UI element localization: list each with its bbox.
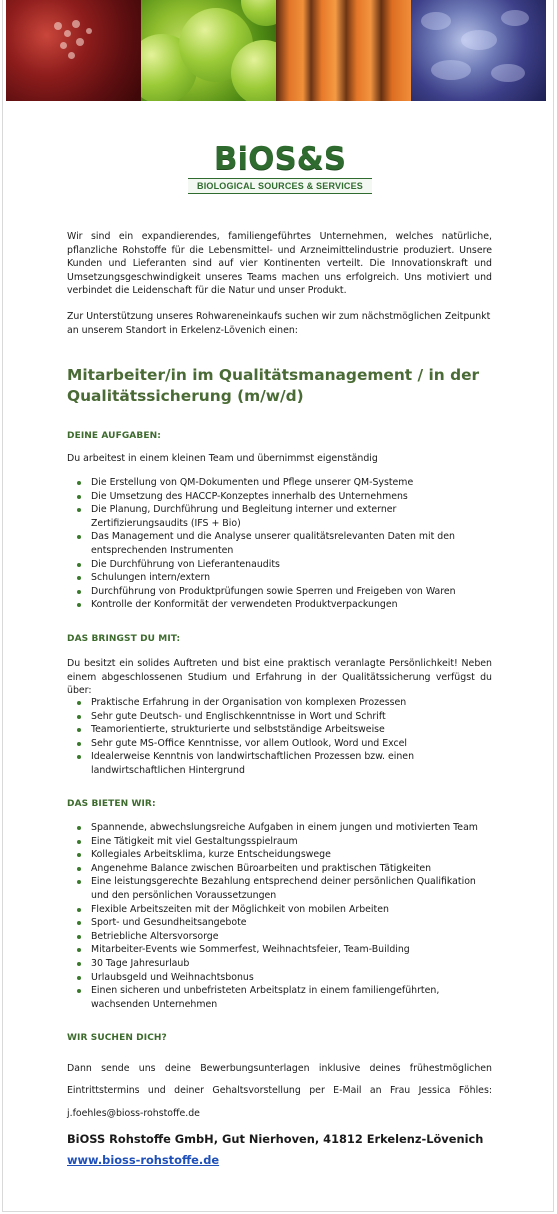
list-item: Idealerweise Kenntnis von landwirtschaftlichen Prozessen bzw. einen landwirtschaftlichen Hintergrund: [67, 750, 492, 777]
apply-paragraph: Dann sende uns deine Bewerbungsunterlagen inklusive deines frühestmöglichen Eintrittstermins und deiner Gehaltsvorstellung per E-Mail an Frau Jessica Föhles: j.foehles@bioss-rohstoffe.de: [67, 1063, 492, 1119]
list-item: Kollegiales Arbeitsklima, kurze Entscheidungswege: [67, 848, 492, 862]
list-item: Praktische Erfahrung in der Organisation von komplexen Prozessen: [67, 696, 492, 710]
list-item: Die Planung, Durchführung und Begleitung interner und externer Zertifizierungsaudits (IFS + Bio): [67, 503, 492, 530]
job-title: Mitarbeiter/in im Qualitätsmanagement / in der Qualitätssicherung (m/w/d): [67, 366, 480, 405]
intro-paragraph: Wir sind ein expandierendes, familiengeführtes Unternehmen, welches natürliche, pflanzliche Rohstoffe für die Lebensmittel- und Arzneimittelindustrie produziert. Unsere Kunden und Lieferanten sind auf vier Kontinenten verteilt. Die Innovationskraft und Umsetzungsgeschwindigkeit unseres Teams machen uns erfolgreich. Uns motiviert und verbindet die Leidenschaft für die Natur und unser Produkt.: [67, 231, 492, 297]
requirements-lead: Du besitzt ein solides Auftreten und bist eine praktisch veranlagte Persönlichkeit! Neben einem abgeschlossenen Studium und Erfahrung in der Qualitätssicherung verfügst du über:: [67, 658, 492, 697]
tasks-list: [67, 476, 492, 612]
header-banner: [6, 0, 546, 101]
list-item: Kontrolle der Konformität der verwendeten Produktverpackungen: [67, 598, 492, 612]
apply-text: [67, 1058, 492, 1125]
list-item: Eine Tätigkeit mit viel Gestaltungsspielraum: [67, 835, 492, 849]
list-item: Angenehme Balance zwischen Büroarbeiten und praktischen Tätigkeiten: [67, 862, 492, 876]
list-item: Betriebliche Altersvorsorge: [67, 930, 492, 944]
job-posting-page: [2, 0, 554, 1212]
list-item: Sehr gute MS-Office Kenntnisse, vor allem Outlook, Word und Excel: [67, 737, 492, 751]
logo-wordmark: BiOS&S: [213, 141, 347, 177]
green-apples-image: [141, 0, 276, 101]
list-item: Mitarbeiter-Events wie Sommerfest, Weihnachtsfeier, Team-Building: [67, 943, 492, 957]
list-item: Sehr gute Deutsch- und Englischkenntnisse in Wort und Schrift: [67, 710, 492, 724]
requirements-heading: DAS BRINGST DU MIT:: [67, 634, 181, 644]
intro-text-2: [67, 310, 492, 337]
list-item: Flexible Arbeitszeiten mit der Möglichkeit von mobilen Arbeiten: [67, 903, 492, 917]
list-item: Durchführung von Produktprüfungen sowie Sperren und Freigeben von Waren: [67, 585, 492, 599]
list-item: Einen sicheren und unbefristeten Arbeitsplatz in einem familiengeführten, wachsenden Unternehmen: [67, 984, 492, 1011]
list-item: Die Durchführung von Lieferantenaudits: [67, 558, 492, 572]
list-item: 30 Tage Jahresurlaub: [67, 957, 492, 971]
list-item: Urlaubsgeld und Weihnachtsbonus: [67, 971, 492, 985]
list-item: Schulungen intern/extern: [67, 571, 492, 585]
website-link[interactable]: www.bioss-rohstoffe.de: [67, 1153, 220, 1167]
offers-list: [67, 821, 492, 1011]
list-item: Sport- und Gesundheitsangebote: [67, 916, 492, 930]
intro-text: [67, 230, 492, 298]
tasks-lead: Du arbeitest in einem kleinen Team und übernimmst eigenständig: [67, 453, 378, 464]
pomegranate-image: [6, 0, 141, 101]
company-address: BiOSS Rohstoffe GmbH, Gut Nierhoven, 41812 Erkelenz-Lövenich: [67, 1132, 484, 1146]
offers-heading: DAS BIETEN WIR:: [67, 799, 156, 809]
list-item: Die Erstellung von QM-Dokumenten und Pflege unserer QM-Systeme: [67, 476, 492, 490]
red-cabbage-image: [411, 0, 546, 101]
company-logo: [185, 142, 375, 194]
tasks-heading: DEINE AUFGABEN:: [67, 431, 161, 441]
carrots-image: [276, 0, 411, 101]
list-item: Die Umsetzung des HACCP-Konzeptes innerhalb des Unternehmens: [67, 490, 492, 504]
list-item: Spannende, abwechslungsreiche Aufgaben in einem jungen und motivierten Team: [67, 821, 492, 835]
list-item: Teamorientierte, strukturierte und selbstständige Arbeitsweise: [67, 723, 492, 737]
logo-tagline: BIOLOGICAL SOURCES & SERVICES: [188, 178, 372, 194]
requirements-list: [67, 696, 492, 778]
apply-heading: WIR SUCHEN DICH?: [67, 1033, 167, 1043]
list-item: Eine leistungsgerechte Bezahlung entsprechend deiner persönlichen Qualifikation und den persönlichen Voraussetzungen: [67, 875, 492, 902]
intro-paragraph-2: Zur Unterstützung unseres Rohwareneinkaufs suchen wir zum nächstmöglichen Zeitpunkt an unserem Standort in Erkelenz-Lövenich einen:: [67, 311, 491, 336]
list-item: Das Management und die Analyse unserer qualitätsrelevanten Daten mit den entsprechenden Instrumenten: [67, 530, 492, 557]
